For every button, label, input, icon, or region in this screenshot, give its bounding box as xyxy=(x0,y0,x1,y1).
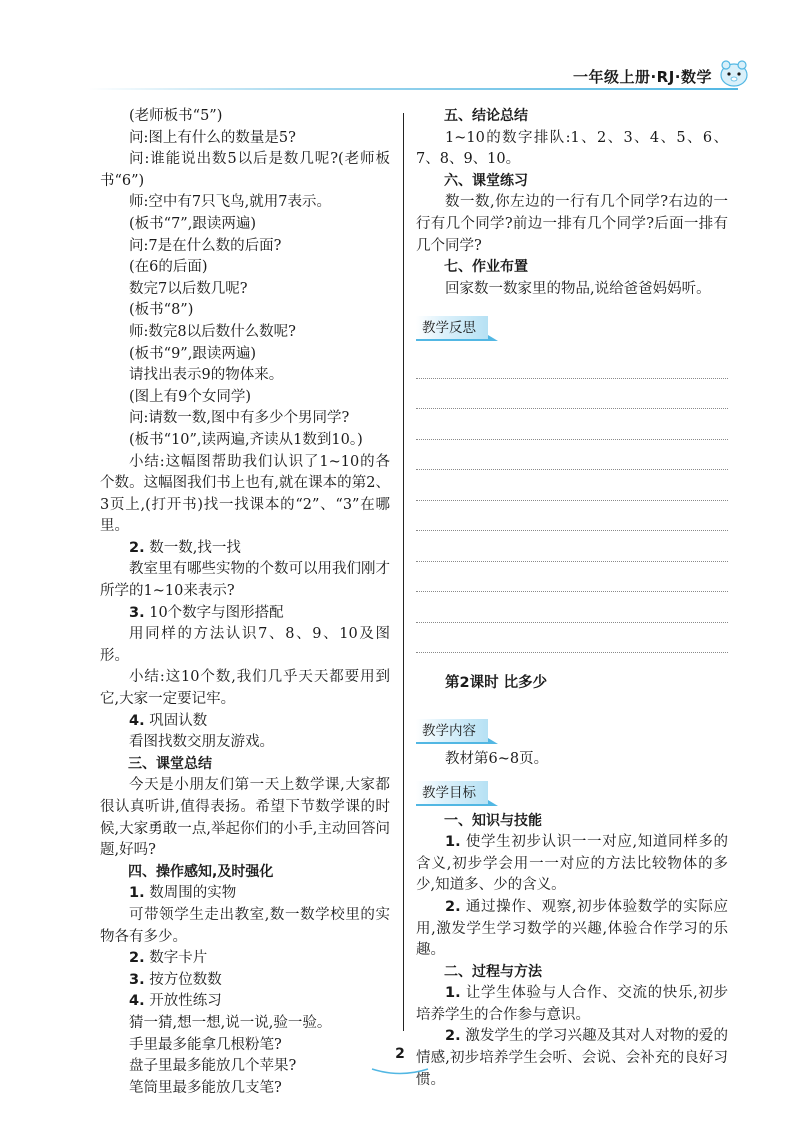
paragraph-text: (在6的后面) xyxy=(129,259,208,276)
content-label: 教学内容 xyxy=(416,719,488,744)
reflection-line xyxy=(416,348,728,379)
paragraph-text: 让学生体验与人合作、交流的快乐,初步培养学生的合作参与意识。 xyxy=(416,985,729,1023)
text-paragraph xyxy=(100,365,390,387)
paragraph-text: 师:空中有7只飞鸟,就用7表示。 xyxy=(129,194,331,211)
paragraph-text: (图上有9个女同学) xyxy=(129,388,252,405)
paragraph-text: 今天是小朋友们第一天上数学课,大家都很认真听讲,值得表扬。希望下节数学课的时候,大家勇敢一点,举起你们的小手,主动回答问题,好吗? xyxy=(100,777,390,859)
page-number-ornament xyxy=(370,1066,430,1076)
text-paragraph xyxy=(100,279,390,301)
paragraph-text: 激发学生的学习兴趣及其对人对物的爱的情感,初步培养学生会听、会说、会补充的良好习惯。 xyxy=(416,1028,729,1088)
content-text: 教材第6~8页。 xyxy=(445,750,549,767)
paragraph-text: 开放性练习 xyxy=(149,993,222,1010)
section-heading: 七、作业布置 xyxy=(444,259,528,276)
left-column xyxy=(100,106,390,1099)
paragraph-text: 10个数字与图形搭配 xyxy=(149,604,284,621)
reflection-line xyxy=(416,379,728,410)
reflection-line xyxy=(416,531,728,562)
item-number: 2. xyxy=(445,1028,461,1045)
paragraph-text: 数周围的实物 xyxy=(149,885,237,902)
paragraph-text: 数一数,你左边的一行有几个同学?右边的一行有几个同学?前边一排有几个同学?后面一排有几个同学? xyxy=(416,194,728,254)
paragraph-text: 猜一猜,想一想,说一说,验一验。 xyxy=(129,1014,332,1031)
paragraph-text: 问:谁能说出数5以后是数几呢?(老师板书“6”) xyxy=(100,151,390,189)
numbered-item xyxy=(100,603,390,625)
paragraph-text: 笔筒里最多能放几支笔? xyxy=(129,1079,282,1096)
paragraph-text: (老师板书“5”) xyxy=(129,108,223,124)
text-paragraph xyxy=(100,106,390,128)
paragraph-text: 数完7以后数几呢? xyxy=(129,280,248,297)
reflection-line xyxy=(416,409,728,440)
goals-label: 教学目标 xyxy=(416,781,488,806)
section-heading: 一、知识与技能 xyxy=(444,812,542,829)
header-title: 一年级上册·RJ·数学 xyxy=(572,68,712,86)
text-paragraph xyxy=(416,279,728,301)
paragraph-text: 问:请数一数,图中有多少个男同学? xyxy=(129,410,350,427)
paragraph-text: 可带领学生走出教室,数一数学校里的实物各有多少。 xyxy=(100,906,390,945)
text-paragraph xyxy=(100,775,390,861)
numbered-item xyxy=(100,538,390,560)
numbered-item xyxy=(416,983,728,1026)
text-paragraph xyxy=(416,128,728,171)
reflection-line xyxy=(416,562,728,593)
numbered-item xyxy=(100,970,390,992)
text-paragraph xyxy=(100,1013,390,1035)
numbered-item xyxy=(100,711,390,733)
reflection-section xyxy=(416,310,728,653)
item-number: 2. xyxy=(445,898,461,915)
text-paragraph xyxy=(100,344,390,366)
text-paragraph xyxy=(100,214,390,236)
text-paragraph xyxy=(100,624,390,667)
item-number: 1. xyxy=(129,885,145,902)
paragraph-text: 用同样的方法认识7、8、9、10及图形。 xyxy=(100,626,390,664)
paragraph-text: 1~10的数字排队:1、2、3、4、5、6、7、8、9、10。 xyxy=(416,129,728,168)
text-paragraph xyxy=(100,257,390,279)
numbered-item xyxy=(416,832,728,897)
numbered-item xyxy=(100,948,390,970)
reflection-line xyxy=(416,440,728,471)
paragraph-text: 小结:这幅图帮助我们认识了1~10的各个数。这幅图我们书上也有,就在课本的第2、3页上,(打开书)找一找课本的“2”、“3”在哪里。 xyxy=(100,453,390,535)
text-paragraph xyxy=(100,732,390,754)
text-paragraph xyxy=(100,559,390,602)
reflection-line xyxy=(416,501,728,532)
page-number: 2 xyxy=(395,1046,405,1062)
paragraph-text: (板书“8”) xyxy=(129,302,194,319)
text-paragraph xyxy=(416,192,728,257)
reflection-line xyxy=(416,592,728,623)
paragraph-text: 小结:这10个数,我们几乎天天都要用到它,大家一定要记牢。 xyxy=(100,669,390,708)
section-heading: 四、操作感知,及时强化 xyxy=(128,863,274,880)
text-paragraph xyxy=(100,905,390,948)
paragraph-text: 教室里有哪些实物的个数可以用我们刚才所学的1~10来表示? xyxy=(100,561,390,600)
reflection-lines xyxy=(416,348,728,653)
paragraph-text: 问:7是在什么数的后面? xyxy=(129,237,282,254)
column-divider xyxy=(403,113,404,1031)
paragraph-text: 巩固认数 xyxy=(149,712,208,729)
text-paragraph xyxy=(100,430,390,452)
item-number: 4. xyxy=(129,712,145,729)
paragraph-text: 看图找数交朋友游戏。 xyxy=(129,734,274,751)
mascot-icon xyxy=(717,58,751,88)
right-top-section xyxy=(416,106,728,300)
paragraph-text: 使学生初步认识一一对应,知道同样多的含义,初步学会用一一对应的方法比较物体的多少,知道多、少的含义。 xyxy=(416,834,729,894)
item-number: 2. xyxy=(129,950,145,967)
item-number: 2. xyxy=(129,539,145,556)
section-heading: 五、结论总结 xyxy=(444,108,528,124)
numbered-item xyxy=(100,991,390,1013)
goals-section xyxy=(416,775,728,1092)
text-paragraph xyxy=(100,667,390,710)
text-paragraph xyxy=(100,128,390,150)
paragraph-text: (板书“10”,读两遍,齐读从1数到10。) xyxy=(129,431,363,448)
text-paragraph xyxy=(100,322,390,344)
section-heading: 六、课堂练习 xyxy=(444,172,528,189)
text-paragraph xyxy=(100,408,390,430)
item-number: 4. xyxy=(129,993,145,1010)
section-heading: 二、过程与方法 xyxy=(444,963,542,980)
paragraph-text: 盘子里最多能放几个苹果? xyxy=(129,1058,297,1075)
paragraph-text: 问:图上有什么的数量是5? xyxy=(129,129,296,146)
text-paragraph xyxy=(100,236,390,258)
numbered-item xyxy=(100,883,390,905)
paragraph-text: 按方位数数 xyxy=(149,971,222,988)
item-number: 1. xyxy=(445,834,461,851)
text-paragraph xyxy=(100,387,390,409)
paragraph-text: 数字卡片 xyxy=(149,950,208,967)
paragraph-text: (板书“9”,跟读两遍) xyxy=(129,345,256,362)
reflection-line xyxy=(416,623,728,654)
item-number: 3. xyxy=(129,971,145,988)
paragraph-text: (板书“7”,跟读两遍) xyxy=(129,215,256,232)
text-paragraph xyxy=(100,149,390,192)
item-number: 3. xyxy=(129,604,145,621)
reflection-label: 教学反思 xyxy=(416,316,488,341)
section-heading: 三、课堂总结 xyxy=(128,755,212,772)
item-number: 1. xyxy=(445,985,461,1002)
content-section xyxy=(416,713,728,771)
header-rule xyxy=(88,88,738,90)
text-paragraph xyxy=(100,192,390,214)
paragraph-text: 通过操作、观察,初步体验数学的实际应用,激发学生学习数学的兴趣,体验合作学习的乐趣。 xyxy=(416,898,729,959)
reflection-line xyxy=(416,470,728,501)
paragraph-text: 师:数完8以后数什么数呢? xyxy=(129,323,296,340)
paragraph-text: 手里最多能拿几根粉笔? xyxy=(129,1036,282,1053)
text-paragraph xyxy=(100,452,390,538)
paragraph-text: 数一数,找一找 xyxy=(149,539,241,556)
paragraph-text: 请找出表示9的物体来。 xyxy=(129,367,284,384)
text-paragraph xyxy=(100,1078,390,1100)
numbered-item xyxy=(416,897,728,962)
lesson-title: 第2课时 比多少 xyxy=(445,675,548,692)
paragraph-text: 回家数一数家里的物品,说给爸爸妈妈听。 xyxy=(445,280,711,297)
right-column xyxy=(416,106,728,1091)
text-paragraph xyxy=(100,300,390,322)
